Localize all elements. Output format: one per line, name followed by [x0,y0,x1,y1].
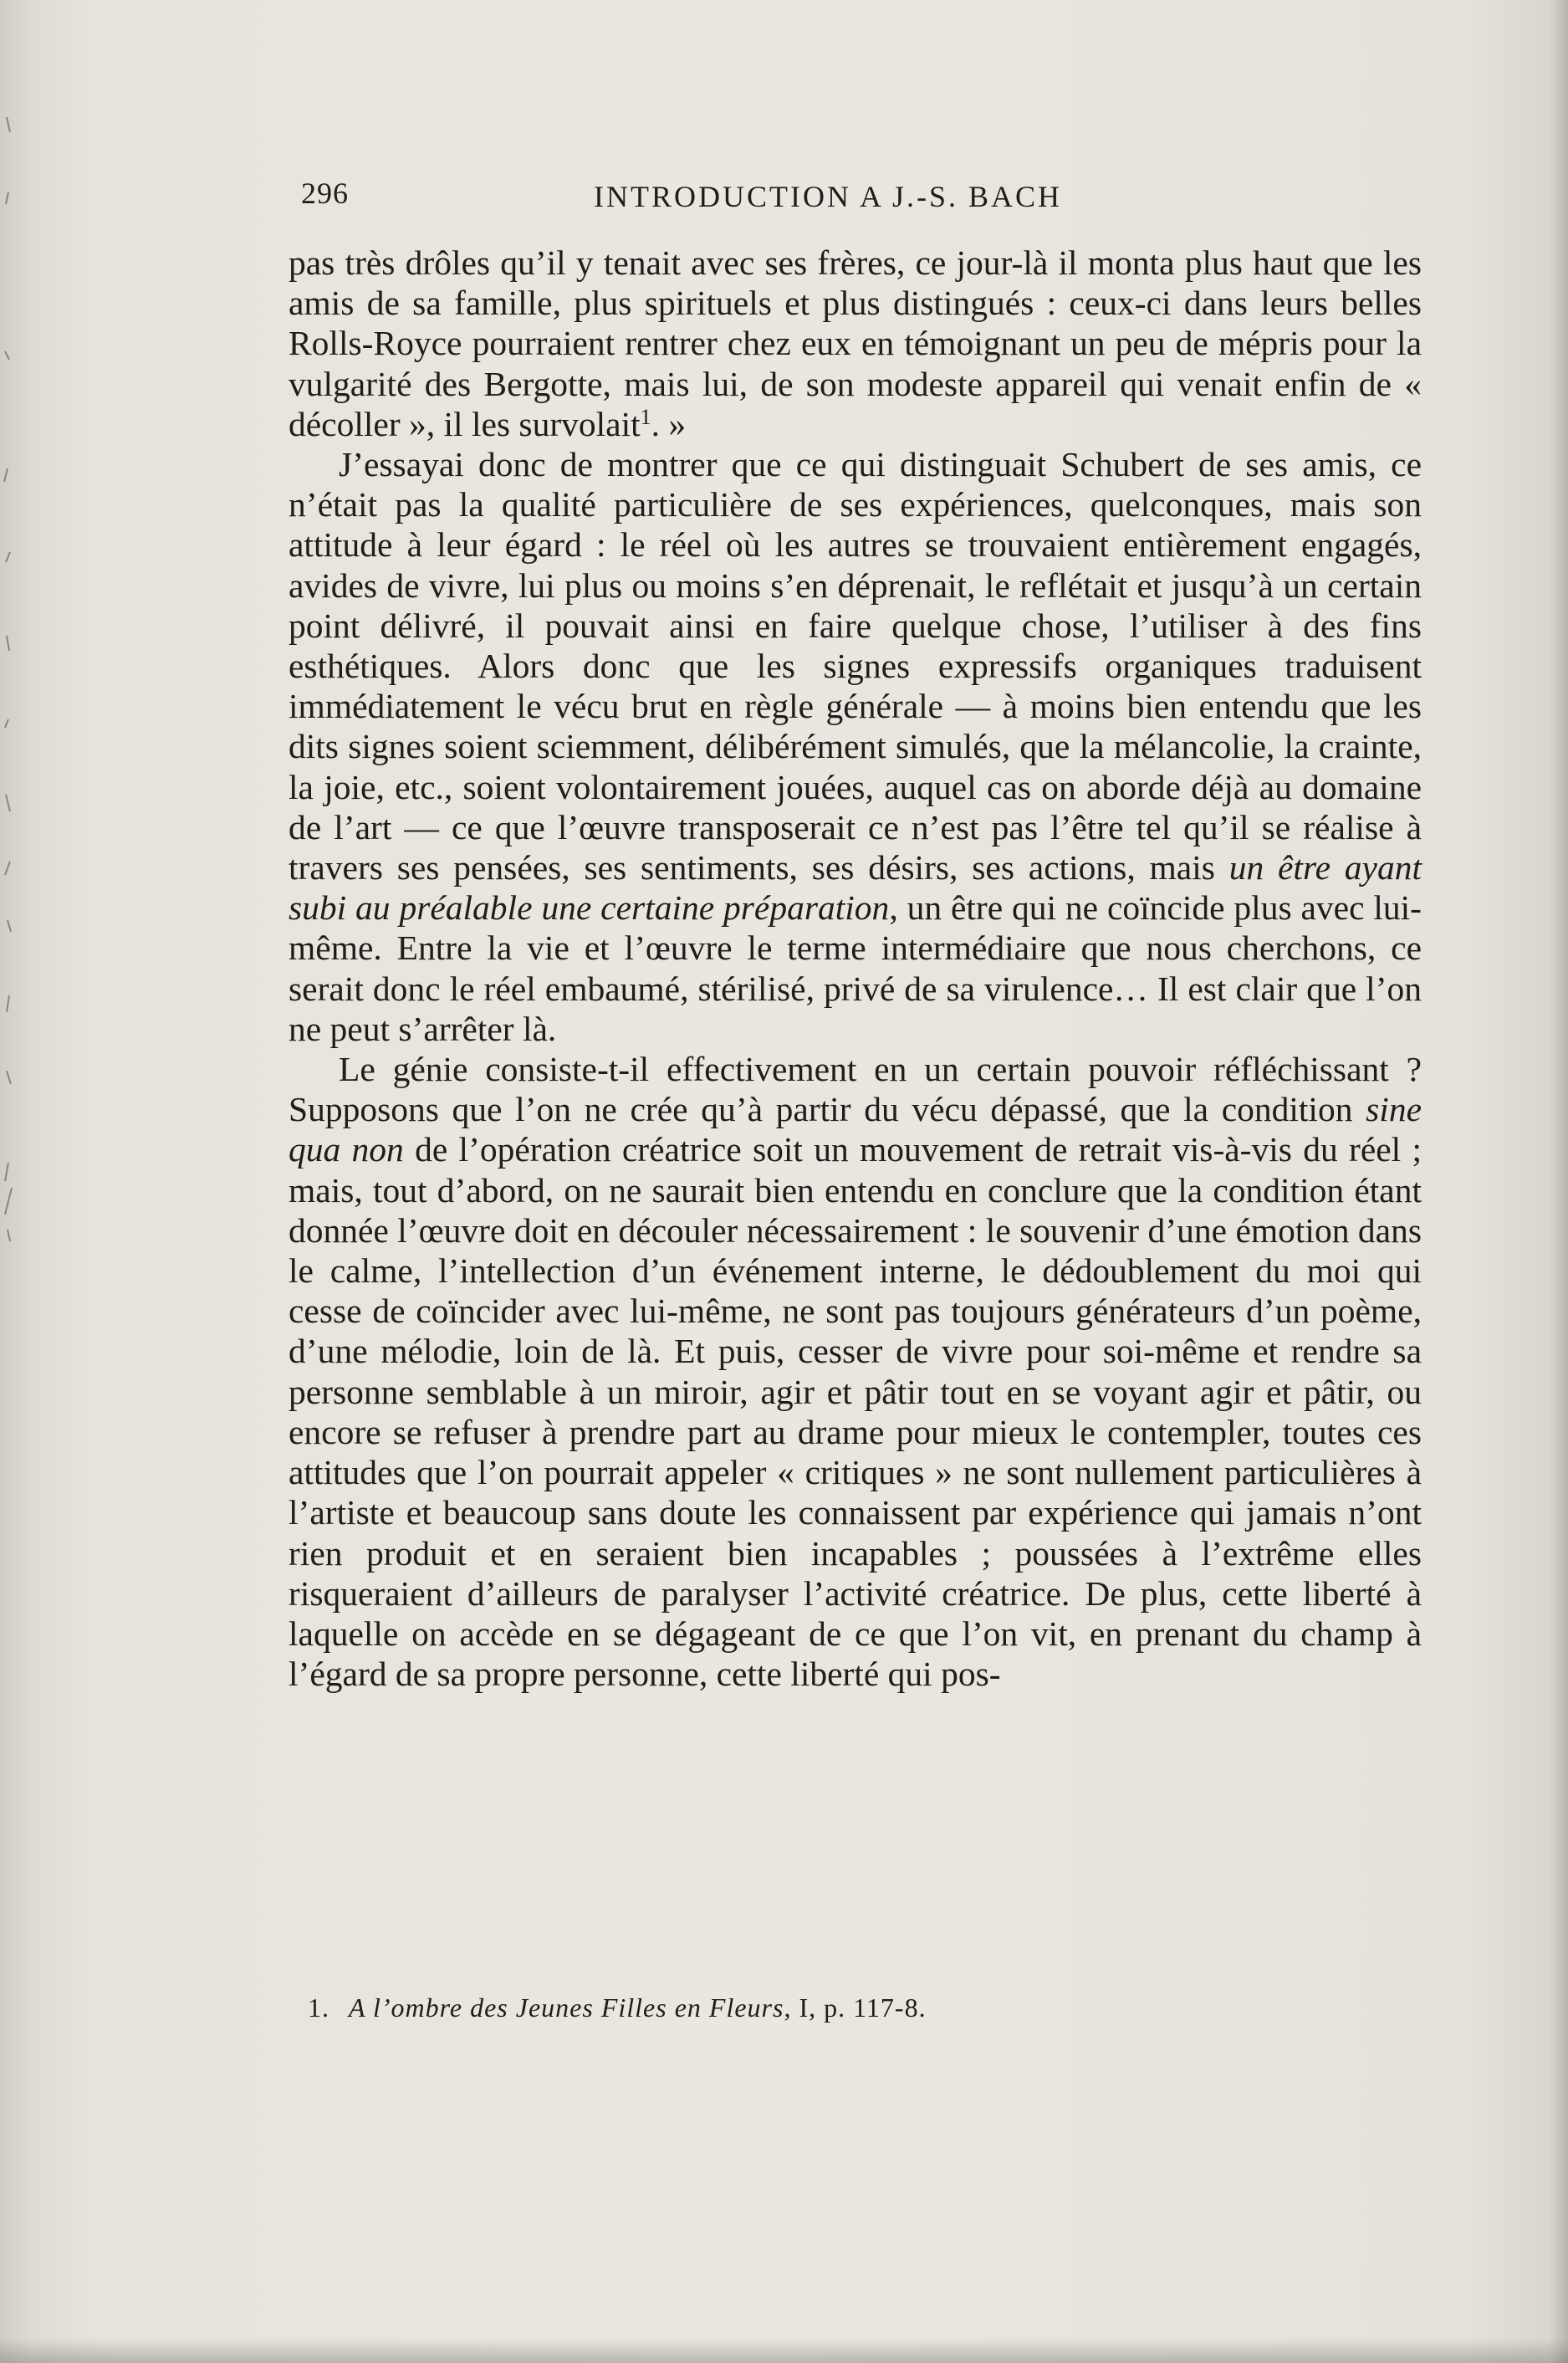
footnote [308,1991,1395,2024]
footnote-number: 1. [308,1992,329,2023]
text-run: . » [651,404,687,443]
italic-phrase: un être ayant subi au préalable une certaine préparation [289,848,1422,928]
footnote-title: A l’ombre des Jeunes Filles en Fleurs [349,1992,784,2023]
paragraph [289,1049,1422,1694]
paragraph [289,243,1422,444]
page-edge-marks [0,0,33,2363]
text-run: de l’opération créatrice soit un mouvement de retrait vis-à-vis du réel ; mais, tout d’abord, on ne saurait bien entendu en conclure que la condition étant donnée l’œuvre doit en découler nécessairement : le souvenir d’une émotion dans le calme, l’intellection d’un événement interne, le dédoublement du moi qui cesse de coïncider avec lui-même, ne sont pas toujours générateurs d’un poème, d’une mélodie, loin de là. Et puis, cesser de vivre pour soi-même et rendre sa personne semblable à un miroir, agir et pâtir tout en se voyant agir et pâtir, ou encore se refuser à prendre part au drame pour mieux le contempler, toutes ces attitudes que l’on pourrait appeler « critiques » ne sont nullement particulières à l’artiste et beaucoup sans doute les connaissent par expérience qui jamais n’ont rien produit et en seraient bien incapables ; poussées à l’extrême elles risqueraient d’ailleurs de paralyser l’activité créatrice. De plus, cette liberté à laquelle on accède en se dégageant de ce que l’on vit, en prenant du champ à l’égard de sa propre personne, cette liberté qui pos- [289,1130,1422,1694]
page-number: 296 [301,176,349,210]
italic-phrase: sine qua non [289,1090,1422,1169]
body-text [289,243,1422,1694]
text-run: J’essayai donc de montrer que ce qui distinguait Schubert de ses amis, ce n’était pas la qualité particulière de ses expériences, quelconques, mais son attitude à leur égard : le réel où les autres se trouvaient entièrement engagés, avides de vivre, lui plus ou moins s’en déprenait, le reflétait et jusqu’à un certain point délivré, il pouvait ainsi en faire quelque chose, l’utiliser à des fins esthétiques. Alors donc que les signes expressifs organiques traduisent immédiatement le vécu brut en règle générale — à moins bien entendu que les dits signes soient sciemment, délibérément simulés, que la mélancolie, la crainte, la joie, etc., soient volontairement jouées, auquel cas on aborde déjà au domaine de l’art — ce que l’œuvre transposerait ce n’est pas l’être tel qu’il se réalise à travers ses pensées, ses sentiments, ses désirs, ses actions, mais [289,445,1422,887]
page-right-shadow [1550,0,1568,2363]
page-bottom-shadow [0,2338,1568,2363]
text-run: Le génie consiste-t-il effectivement en un certain pouvoir réfléchissant ? Supposons que l’on ne crée qu’à partir du vécu dépassé, que la condition [289,1050,1422,1129]
text-run: , un être qui ne coïncide plus avec lui-même. Entre la vie et l’œuvre le terme intermédiaire que nous cherchons, ce serait donc le réel embaumé, stérilisé, privé de sa virulence… Il est clair que l’on ne peut s’arrêter là. [289,888,1422,1048]
footnote-reference: , I, p. 117-8. [784,1992,927,2023]
running-header [301,176,1422,226]
footnote-marker: 1 [640,404,651,429]
paragraph [289,444,1422,1049]
text-run: pas très drôles qu’il y tenait avec ses frères, ce jour-là il monta plus haut que les amis de sa famille, plus spirituels et plus distingués : ceux-ci dans leurs belles Rolls-Royce pourraient rentrer chez eux en témoignant un peu de mépris pour la vulgarité des Bergotte, mais lui, de son modeste appareil qui venait enfin de « décoller », il les survolait [289,243,1422,443]
running-title: INTRODUCTION A J.-S. BACH [594,180,1063,213]
